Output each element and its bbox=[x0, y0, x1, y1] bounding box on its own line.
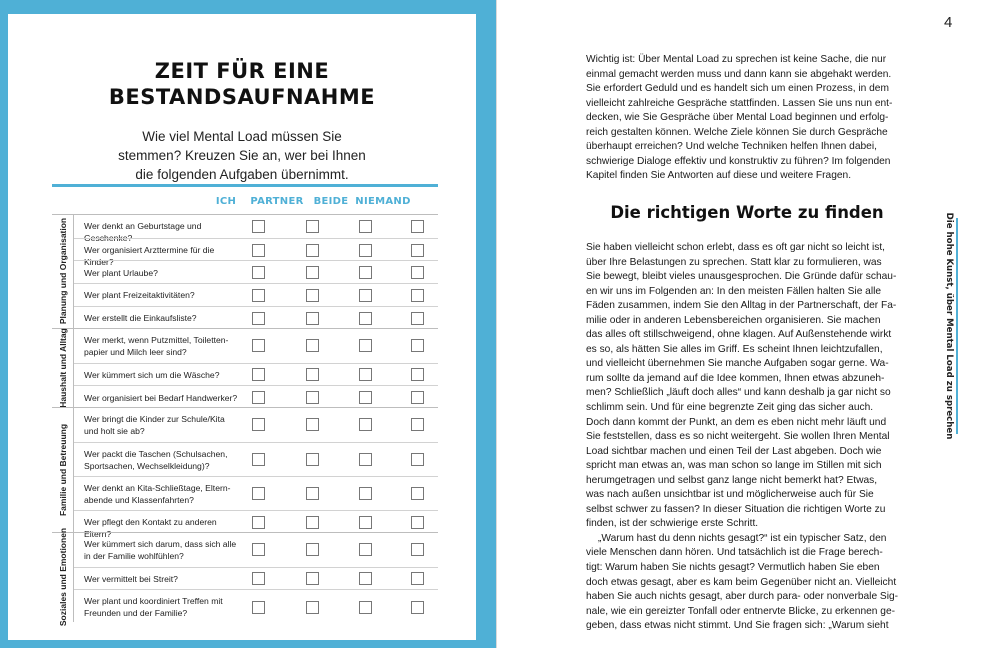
checkbox-ich[interactable] bbox=[252, 418, 265, 431]
task-question-line: Wer kümmert sich um die Wäsche? bbox=[84, 369, 220, 380]
text-line: Sie bewegt, bleibt vieles unausgesprochen. Die Gründe dafür schau- bbox=[586, 271, 897, 283]
checkbox-beide[interactable] bbox=[359, 220, 372, 233]
text-line: herumgetragen und selbst ganz lange nicht bemerkt hat? Etwas, bbox=[586, 474, 878, 486]
text-line: schwierige Dialoge effektiv und konstruktiv zu führen? Im folgenden bbox=[586, 155, 891, 167]
text-line: reich gestalten können. Welche Ziele können Sie durch Gespräche bbox=[586, 126, 888, 138]
text-line: es so, als hätten Sie alles im Griff. Es scheint Ihnen leichtzufallen, bbox=[586, 343, 883, 355]
task-question bbox=[84, 312, 244, 324]
text-line: tigt: Warum haben Sie nichts gesagt? Vermutlich haben Sie eben bbox=[586, 562, 880, 574]
checkbox-beide[interactable] bbox=[359, 289, 372, 302]
task-question-line: Wer plant Freizeitaktivitäten? bbox=[84, 290, 195, 301]
text-line: selbst schwer zu fassen? In dieser Situation die richtigen Worte zu bbox=[586, 503, 886, 515]
title-line: BESTANDSAUFNAHME bbox=[108, 85, 376, 109]
checkbox-partner[interactable] bbox=[306, 453, 319, 466]
task-question bbox=[84, 334, 244, 358]
text-line: viele Menschen dann hören. Und tatsächlich ist die Frage berech- bbox=[586, 547, 883, 559]
table-row bbox=[74, 238, 438, 268]
chapter-side-tab bbox=[942, 212, 958, 440]
text-line: rum sollte da jemand auf die Idee kommen, Ihnen etwas abzuneh- bbox=[586, 372, 885, 384]
text-line: Fäden zusammen, indem Sie den Alltag in der Partnerschaft, der Fa- bbox=[586, 300, 897, 312]
task-question-line: Wer organisiert Arzttermine für die Kinder? bbox=[84, 245, 215, 268]
checkbox-beide[interactable] bbox=[359, 312, 372, 325]
checkbox-niemand[interactable] bbox=[411, 572, 424, 585]
task-question-line: Sportsachen, Wechselkleidung)? bbox=[84, 460, 210, 471]
checkbox-niemand[interactable] bbox=[411, 368, 424, 381]
checkbox-niemand[interactable] bbox=[411, 543, 424, 556]
task-question bbox=[84, 289, 244, 301]
checkbox-beide[interactable] bbox=[359, 572, 372, 585]
column-header: PARTNER bbox=[250, 196, 304, 207]
checklist-table bbox=[52, 214, 438, 626]
task-question bbox=[84, 448, 244, 472]
task-question bbox=[84, 413, 244, 437]
checkbox-partner[interactable] bbox=[306, 266, 319, 279]
checkbox-partner[interactable] bbox=[306, 516, 319, 529]
text-line: Kapitel finden Sie Antworten auf diese und weitere Fragen. bbox=[586, 170, 852, 182]
checkbox-partner[interactable] bbox=[306, 244, 319, 257]
text-line: finden, ist der schwierige erste Schritt. bbox=[586, 518, 759, 530]
group-label-cell bbox=[52, 215, 74, 328]
table-row bbox=[74, 533, 438, 567]
checkbox-ich[interactable] bbox=[252, 266, 265, 279]
page-title bbox=[8, 58, 476, 110]
checkbox-niemand[interactable] bbox=[411, 391, 424, 404]
checkbox-ich[interactable] bbox=[252, 391, 265, 404]
task-question-line: Wer kümmert sich darum, dass sich alle bbox=[84, 538, 237, 549]
text-line: Doch dann kommt der Punkt, an dem es eben nicht mehr läuft und bbox=[586, 416, 887, 428]
checkbox-niemand[interactable] bbox=[411, 339, 424, 352]
table-row bbox=[74, 329, 438, 363]
page-number: 4 bbox=[944, 14, 953, 31]
checkbox-partner[interactable] bbox=[306, 572, 319, 585]
checkbox-partner[interactable] bbox=[306, 487, 319, 500]
checkbox-partner[interactable] bbox=[306, 312, 319, 325]
checkbox-niemand[interactable] bbox=[411, 220, 424, 233]
table-row bbox=[74, 476, 438, 510]
checkbox-ich[interactable] bbox=[252, 487, 265, 500]
checklist-group bbox=[52, 407, 438, 540]
checkbox-beide[interactable] bbox=[359, 244, 372, 257]
table-top-rule bbox=[52, 184, 438, 187]
task-question-line: Wer denkt an Geburtstage und Geschenke? bbox=[84, 221, 202, 244]
checkbox-partner[interactable] bbox=[306, 220, 319, 233]
group-label-cell bbox=[52, 408, 74, 532]
checkbox-niemand[interactable] bbox=[411, 418, 424, 431]
intro-line: die folgenden Aufgaben übernimmt. bbox=[135, 167, 349, 182]
checkbox-ich[interactable] bbox=[252, 572, 265, 585]
task-question-line: in der Familie wohlfühlen? bbox=[84, 550, 184, 561]
intro-text bbox=[68, 127, 416, 184]
task-question bbox=[84, 267, 244, 279]
table-row bbox=[74, 385, 438, 408]
task-question-line: Freunden und der Familie? bbox=[84, 608, 188, 619]
checkbox-ich[interactable] bbox=[252, 601, 265, 614]
chapter-side-tab-text: Die hohe Kunst, über Mental Load zu sprechen bbox=[944, 212, 954, 440]
text-line: „Warum hast du denn nichts gesagt?“ ist ein typischer Satz, den bbox=[598, 532, 887, 544]
section-heading: Die richtigen Worte zu finden bbox=[610, 203, 884, 222]
text-line: Sie feststellen, dass es so nicht weitergeht. Sie wollen Ihren Mental bbox=[586, 431, 890, 443]
task-question-line: Wer pflegt den Kontakt zu anderen Eltern? bbox=[84, 517, 217, 540]
checklist-group bbox=[52, 328, 438, 407]
task-question-line: Wer bringt die Kinder zur Schule/Kita bbox=[84, 413, 225, 424]
task-question bbox=[84, 595, 244, 619]
checkbox-ich[interactable] bbox=[252, 516, 265, 529]
group-label: Soziales und Emotionen bbox=[57, 528, 68, 627]
task-question-line: papier und Milch leer sind? bbox=[84, 346, 187, 357]
table-row bbox=[74, 510, 438, 540]
checkbox-niemand[interactable] bbox=[411, 289, 424, 302]
task-question bbox=[84, 392, 244, 404]
table-row bbox=[74, 567, 438, 590]
column-headers bbox=[52, 196, 438, 212]
text-line: haben Sie auch nichts gesagt, aber durch para- oder nonverbale Sig- bbox=[586, 591, 899, 603]
checkbox-partner[interactable] bbox=[306, 418, 319, 431]
task-question bbox=[84, 369, 244, 381]
checkbox-beide[interactable] bbox=[359, 487, 372, 500]
text-line: vielleicht zahlreiche Gespräche stattfinden. Lassen Sie uns nun ent- bbox=[586, 97, 893, 109]
text-line: en wir uns im Folgenden an: In den meisten Fällen halten Sie alle bbox=[586, 285, 882, 297]
text-line: Sie haben vielleicht schon erlebt, dass es oft gar nicht so leicht ist, bbox=[586, 242, 885, 253]
checkbox-ich[interactable] bbox=[252, 339, 265, 352]
checkbox-niemand[interactable] bbox=[411, 453, 424, 466]
checkbox-partner[interactable] bbox=[306, 543, 319, 556]
text-line: Load sichtbar machen und einen Teil der Last abgeben. Doch wie bbox=[586, 445, 882, 457]
task-question-line: abende und Klassenfahrten? bbox=[84, 494, 194, 505]
text-line: doch etwas gesagt, aber es kam beim Gegenüber nicht an. Vielleicht bbox=[586, 576, 897, 588]
checkbox-ich[interactable] bbox=[252, 312, 265, 325]
group-label-cell bbox=[52, 329, 74, 407]
checkbox-beide[interactable] bbox=[359, 516, 372, 529]
task-question-line: Wer vermittelt bei Streit? bbox=[84, 573, 178, 584]
table-row bbox=[74, 306, 438, 329]
group-label: Familie und Betreuung bbox=[57, 423, 68, 516]
table-row bbox=[74, 589, 438, 623]
task-question-line: Wer merkt, wenn Putzmittel, Toiletten- bbox=[84, 334, 229, 345]
checkbox-partner[interactable] bbox=[306, 391, 319, 404]
text-line: überhaupt erreichen? Und welche Techniken helfen Ihnen dabei, bbox=[586, 141, 877, 153]
text-line: milie oder in anderen Lebensbereichen organisieren. Sie machen bbox=[586, 314, 881, 326]
checkbox-niemand[interactable] bbox=[411, 601, 424, 614]
checkbox-beide[interactable] bbox=[359, 453, 372, 466]
table-row bbox=[74, 283, 438, 306]
task-question-line: Wer plant und koordiniert Treffen mit bbox=[84, 596, 223, 607]
task-question-line: Wer plant Urlaube? bbox=[84, 267, 158, 278]
task-question bbox=[84, 482, 244, 506]
checkbox-beide[interactable] bbox=[359, 601, 372, 614]
text-line: schlimm sein. Und für eine begrenzte Zeit ging das sicher auch. bbox=[586, 402, 874, 414]
checkbox-ich[interactable] bbox=[252, 220, 265, 233]
checklist-group bbox=[52, 214, 438, 328]
text-line: Wichtig ist: Über Mental Load zu sprechen ist keine Sache, die nur bbox=[586, 54, 887, 65]
paragraph-intro bbox=[586, 53, 908, 184]
title-line: ZEIT FÜR EINE bbox=[154, 59, 330, 83]
task-question bbox=[84, 573, 244, 585]
table-row bbox=[74, 408, 438, 442]
group-label-cell bbox=[52, 528, 74, 627]
checkbox-partner[interactable] bbox=[306, 368, 319, 381]
text-line: und vielleicht übernehmen Sie manche Aufgaben sogar gerne. Wa- bbox=[586, 358, 889, 370]
checkbox-niemand[interactable] bbox=[411, 266, 424, 279]
task-question-line: Wer packt die Taschen (Schulsachen, bbox=[84, 448, 228, 459]
checkbox-niemand[interactable] bbox=[411, 487, 424, 500]
task-question-line: Wer erstellt die Einkaufsliste? bbox=[84, 313, 197, 324]
table-row bbox=[74, 260, 438, 283]
checkbox-beide[interactable] bbox=[359, 418, 372, 431]
table-row bbox=[74, 363, 438, 386]
group-label: Planung und Organisation bbox=[57, 218, 68, 325]
checkbox-ich[interactable] bbox=[252, 368, 265, 381]
text-line: Sie erfordert Geduld und es handelt sich um einen Prozess, in dem bbox=[586, 83, 889, 95]
table-row bbox=[74, 442, 438, 476]
checkbox-niemand[interactable] bbox=[411, 244, 424, 257]
checkbox-niemand[interactable] bbox=[411, 312, 424, 325]
text-line: men? Schließlich „läuft doch alles“ und kann deshalb ja gar nicht so bbox=[586, 387, 891, 399]
text-line: spricht man etwas an, was man schon so lange im Stillen mit sich bbox=[586, 460, 882, 472]
text-line: decken, wie Sie Gespräche über Mental Load beginnen und erfolg- bbox=[586, 112, 889, 124]
text-line: nale, wie ein gereizter Tonfall oder entnervte Blicke, zu erkennen ge- bbox=[586, 605, 896, 617]
page-gutter bbox=[496, 0, 497, 648]
checkbox-ich[interactable] bbox=[252, 543, 265, 556]
task-question-line: Wer organisiert bei Bedarf Handwerker? bbox=[84, 392, 238, 403]
paragraph-main bbox=[586, 241, 908, 634]
task-question-line: und holt sie ab? bbox=[84, 425, 145, 436]
checkbox-beide[interactable] bbox=[359, 543, 372, 556]
column-header: BEIDE bbox=[313, 196, 349, 207]
task-question bbox=[84, 538, 244, 562]
checkbox-beide[interactable] bbox=[359, 339, 372, 352]
checkbox-ich[interactable] bbox=[252, 453, 265, 466]
checkbox-beide[interactable] bbox=[359, 391, 372, 404]
text-line: das alles oft stillschweigend, ohne klagen. Auf Außenstehende wirkt bbox=[586, 329, 892, 341]
task-question-line: Wer denkt an Kita-Schließtage, Eltern- bbox=[84, 482, 231, 493]
column-header: ICH bbox=[215, 196, 237, 207]
checkbox-partner[interactable] bbox=[306, 601, 319, 614]
checkbox-partner[interactable] bbox=[306, 289, 319, 302]
checkbox-beide[interactable] bbox=[359, 266, 372, 279]
checkbox-niemand[interactable] bbox=[411, 516, 424, 529]
group-label: Haushalt und Alltag bbox=[57, 327, 68, 408]
checkbox-beide[interactable] bbox=[359, 368, 372, 381]
text-line: was nach außen unsichtbar ist und möglicherweise auch für Sie bbox=[586, 489, 874, 501]
checkbox-partner[interactable] bbox=[306, 339, 319, 352]
intro-line: stemmen? Kreuzen Sie an, wer bei Ihnen bbox=[118, 148, 366, 163]
text-line: einmal gemacht werden muss und dann kann sie abgehakt werden. bbox=[586, 68, 892, 80]
text-line: geben, dass etwas nicht stimmt. Und Sie fragen sich: „Warum sieht bbox=[586, 620, 889, 632]
text-line: über Ihre Belastungen zu sprechen. Statt klar zu formulieren, was bbox=[586, 256, 882, 268]
table-row bbox=[74, 215, 438, 244]
intro-line: Wie viel Mental Load müssen Sie bbox=[142, 129, 342, 144]
checkbox-ich[interactable] bbox=[252, 244, 265, 257]
column-header: NIEMAND bbox=[355, 196, 411, 207]
checkbox-ich[interactable] bbox=[252, 289, 265, 302]
